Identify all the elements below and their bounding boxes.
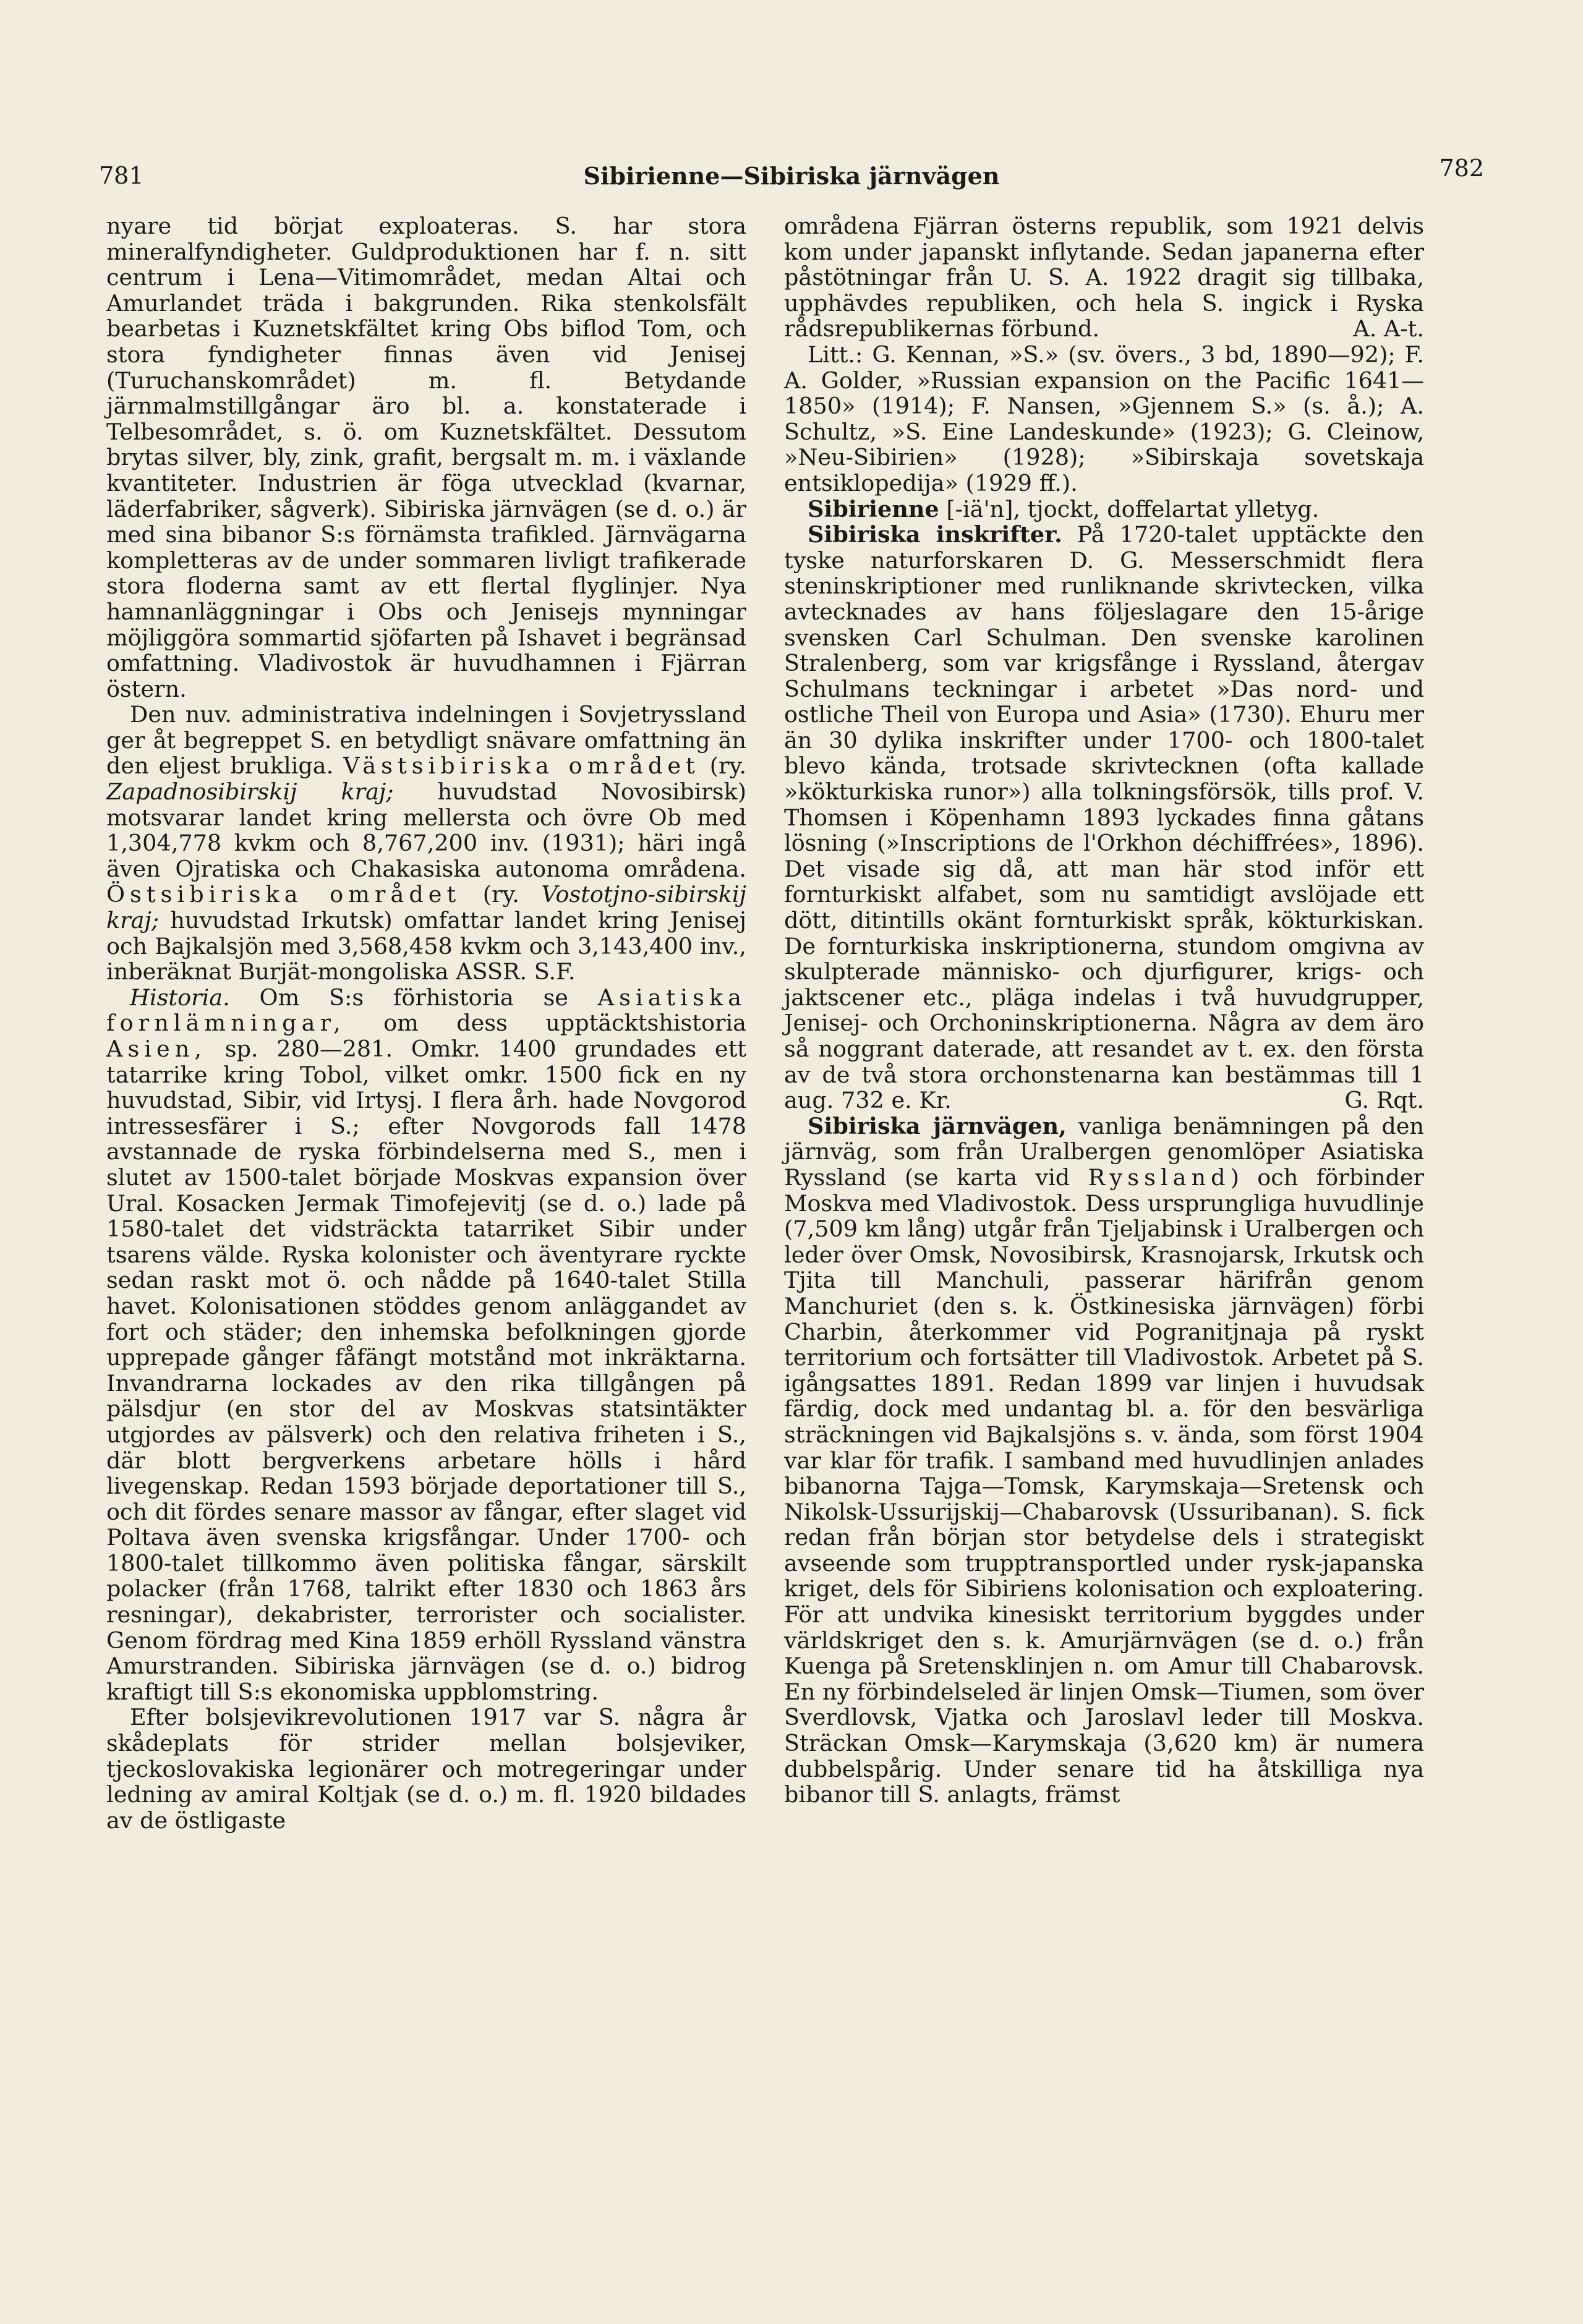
text: Den nuv. administrativa indelningen i Sovjetryssland ger åt begreppet S. en betydligt snävare omfattning än den eljest brukliga. (106, 701, 746, 780)
text: På 1720-talet upptäckte den tyske naturforskaren D. G. Messerschmidt flera steninskriptioner med runliknande skrivtecken, vilka avtecknades av hans följeslagare den 15-årige svensken Carl Schulman. Den svenske karolinen Stralenberg, som var krigsfånge i Ryssland, återgav Schulmans teckningar i arbetet »Das nord- und ostliche Theil von Europa und Asia» (1730). Ehuru mer än 30 dylika inskrifter under 1700- och 1800-talet blevo kända, trotsade skrivtecknen (ofta kallade »kökturkiska runor») alla tolkningsförsök, tills prof. V. Thomsen i Köpenhamn 1893 lyckades finna gåtans lösning (»Inscriptions de l'Orkhon déchiffrées», 1896). Det visade sig då, att man här stod inför ett fornturkiskt alfabet, som nu samtidigt avslöjade ett dött, ditintills okänt fornturkiskt språk, kökturkiskan. De fornturkiska inskriptionerna, stundom omgivna av skulpterade människo- och djurfigurer, krigs- och jaktscener etc., pläga indelas i två huvudgrupper, Jenisej- och Orchoninskriptionerna. Några av dem äro så noggrant daterade, att resandet av t. ex. den första av de två stora orchonstenarna kan bestämmas till 1 aug. 732 e. Kr. (784, 521, 1424, 1114)
entry-headword: Sibiriska inskrifter. (808, 521, 1062, 548)
term-vastsibiriska: Västsibiriska området (343, 752, 700, 780)
section-heading-historia: Historia. (130, 984, 230, 1011)
entry-sibiriska-jarnvagen (784, 1113, 1424, 1808)
page-number-left: 781 (99, 162, 144, 189)
text: om dess upptäcktshistoria (383, 1010, 746, 1037)
entry-headword: Sibiriska järnvägen, (808, 1112, 1067, 1139)
signature: G. Rqt. (1344, 1087, 1424, 1114)
xref-asiatiska-fornlamningar: Asiatiska fornlämningar, (106, 984, 746, 1037)
text: sp. 280—281. Omkr. 1400 grundades ett tatarrike kring Tobol, vilket omkr. 1500 fick en ny huvudstad, Sibir, vid Irtysj. I flera årh. hade Novgorod intressesfärer i S.; efter Novgorods fall 1478 avstannade de ryska förbindelserna med S., men i slutet av 1500-talet började Moskvas expansion över Ural. Kosacken Jermak Timofejevitj (se d. o.) lade på 1580-talet det vidsträckta tatarriket Sibir under tsarens välde. Ryska kolonister och äventyrare ryckte sedan raskt mot ö. och nådde på 1640-talet Stilla havet. Kolonisationen stöddes genom anläggandet av fort och städer; den inhemska befolkningen gjorde upprepade gånger fåfängt motstånd mot inkräktarna. Invandrarna lockades av den rika tillgången på pälsdjur (en stor del av Moskvas statsintäkter utgjordes av pälsverk) och den relativa friheten i S., där blott bergverkens arbetare hölls i hård livegenskap. Redan 1593 började deportationer till S., och dit fördes senare massor av fångar, efter slaget vid Poltava även svenska krigsfångar. Under 1700- och 1800-talet tillkommo även politiska fångar, särskilt polacker (från 1768, talrikt efter 1830 och 1863 års resningar), dekabrister, terrorister och socialister. Genom fördrag med Kina 1859 erhöll Ryssland vänstra Amurstranden. Sibiriska järnvägen (se d. o.) bidrog kraftigt till S:s ekonomiska uppblomstring. (106, 1036, 746, 1705)
paragraph-history (106, 985, 746, 1705)
left-column (106, 213, 746, 1833)
text: (ry. (709, 752, 746, 780)
xref-ryssland: Ryssland (1088, 1164, 1231, 1191)
text: (ry. (482, 881, 519, 908)
signature: A. A-t. (1353, 315, 1424, 343)
text: områdena Fjärran österns republik, som 1921 delvis kom under japanskt inflytande. Sedan japanerna efter påstötningar från U. S. A. 1922 dragit sig tillbaka, upphävdes republiken, och hela S. ingick i Ryska rådsrepublikernas förbund. (784, 213, 1424, 343)
paragraph-administration (106, 702, 746, 985)
text: [-iä'n], tjockt, doffelartat ylletyg. (946, 495, 1320, 522)
entry-headword: Sibirienne (808, 495, 939, 522)
term-ostsibiriska: Östsibiriska området (106, 881, 461, 908)
bibliography: Litt.: G. Kennan, »S.» (sv. övers., 3 bd, 1890—92); F. A. Golder, »Russian expansion on the Pacific 1641—1850» (1914); F. Nansen, »Gjennem S.» (s. å.); A. Schultz, »S. Eine Landeskunde» (1923); G. Cleinow, »Neu-Sibirien» (1928); »Sibirskaja sovetskaja entsiklopedija» (1929 ff.). (784, 341, 1424, 496)
page-header (99, 155, 1484, 198)
paragraph-far-east-republic (784, 213, 1424, 342)
text: huvudstad Irkutsk) omfattar landet kring Jenisej och Bajkalsjön med 3,568,458 kvkm och 3,143,400 inv., inberäknat Burjät-mongoliska ASSR. S.F. (106, 907, 746, 985)
text: huvudstad Novosibirsk) motsvarar landet kring mellersta och övre Ob med 1,304,778 kvkm och 8,767,200 inv. (1931); häri ingå även Ojratiska och Chakasiska autonoma områdena. (106, 778, 746, 882)
page-number-right: 782 (1439, 155, 1484, 182)
term-zapadnosibirskij: Zapadnosibirskij kraj; (106, 778, 394, 806)
right-column (784, 213, 1424, 1808)
entry-sibirienne (784, 496, 1424, 522)
paragraph-resources: nyare tid börjat exploateras. S. har stora mineralfyndigheter. Guldproduktionen har f. n. sitt centrum i Lena—Vitimområdet, medan Altai och Amurlandet träda i bakgrunden. Rika stenkolsfält bearbetas i Kuznetskfältet kring Obs biflod Tom, och stora fyndigheter finnas även vid Jenisej (Turuchanskområdet) m. fl. Betydande järnmalmstillgångar äro bl. a. konstaterade i Telbesområdet, s. ö. om Kuznetskfältet. Dessutom brytas silver, bly, zink, grafit, bergsalt m. m. i växlande kvantiteter. Industrien är föga utvecklad (kvarnar, läderfabriker, sågverk). Sibiriska järnvägen (se d. o.) är med sina bibanor S:s förnämsta trafikled. Järnvägarna kompletteras av de under sommaren livligt trafikerade stora floderna samt av ett flertal flyglinjer. Nya hamnanläggningar i Obs och Jenisejs mynningar möjliggöra sommartid sjöfarten på Ishavet i begränsad omfattning. Vladivostok är huvudhamnen i Fjärran östern. (106, 213, 746, 702)
text: Om S:s förhistoria se (259, 984, 568, 1011)
entry-sibiriska-inskrifter (784, 522, 1424, 1113)
text: ) och förbinder Moskva med Vladivostok. Dess ursprungliga huvudlinje (7,509 km lång) utgår från Tjeljabinsk i Uralbergen och leder över Omsk, Novosibirsk, Krasnojarsk, Irkutsk och Tjita till Manchuli, passerar härifrån genom Manchuriet (den s. k. Östkinesiska järnvägen) förbi Charbin, återkommer vid Pogranitjnaja på ryskt territorium och fortsätter till Vladivostok. Arbetet på S. igångsattes 1891. Redan 1899 var linjen i huvudsak färdig, dock med undantag bl. a. för den besvärliga sträckningen vid Bajkalsjöns s. v. ända, som först 1904 var klar för trafik. I samband med huvudlinjen anlades bibanorna Tajga—Tomsk, Karymskaja—Sretensk och Nikolsk-Ussurijskij—Chabarovsk (Ussuribanan). S. fick redan från början stor betydelse dels i strategiskt avseende som trupptransportled under rysk-japanska kriget, dels för Sibiriens kolonisation och exploatering. För att undvika kinesiskt territorium byggdes under världskriget den s. k. Amurjärnvägen (se d. o.) från Kuenga på Sretensklinjen n. om Amur till Chabarovsk. En ny förbindelseled är linjen Omsk—Tiumen, som över Sverdlovsk, Vjatka och Jaroslavl leder till Moskva. Sträckan Omsk—Karymskaja (3,620 km) är numera dubbelspårig. Under senare tid ha åtskilliga nya bibanor till S. anlagts, främst (784, 1164, 1424, 1808)
xref-asien: Asien, (106, 1036, 207, 1062)
term-vostotjno: Vostotjno-sibirskij kraj; (106, 881, 746, 934)
running-title: Sibirienne—Sibiriska järnvägen (583, 162, 1000, 190)
text: vanliga benämningen på den järnväg, som från Uralbergen genomlöper Asiatiska Ryssland (se karta vid (784, 1112, 1424, 1191)
paragraph-revolution: Efter bolsjevikrevolutionen 1917 var S. några år skådeplats för strider mellan bolsjeviker, tjeckoslovakiska legionärer och motregeringar under ledning av amiral Koltjak (se d. o.) m. fl. 1920 bildades av de östligaste (106, 1704, 746, 1834)
